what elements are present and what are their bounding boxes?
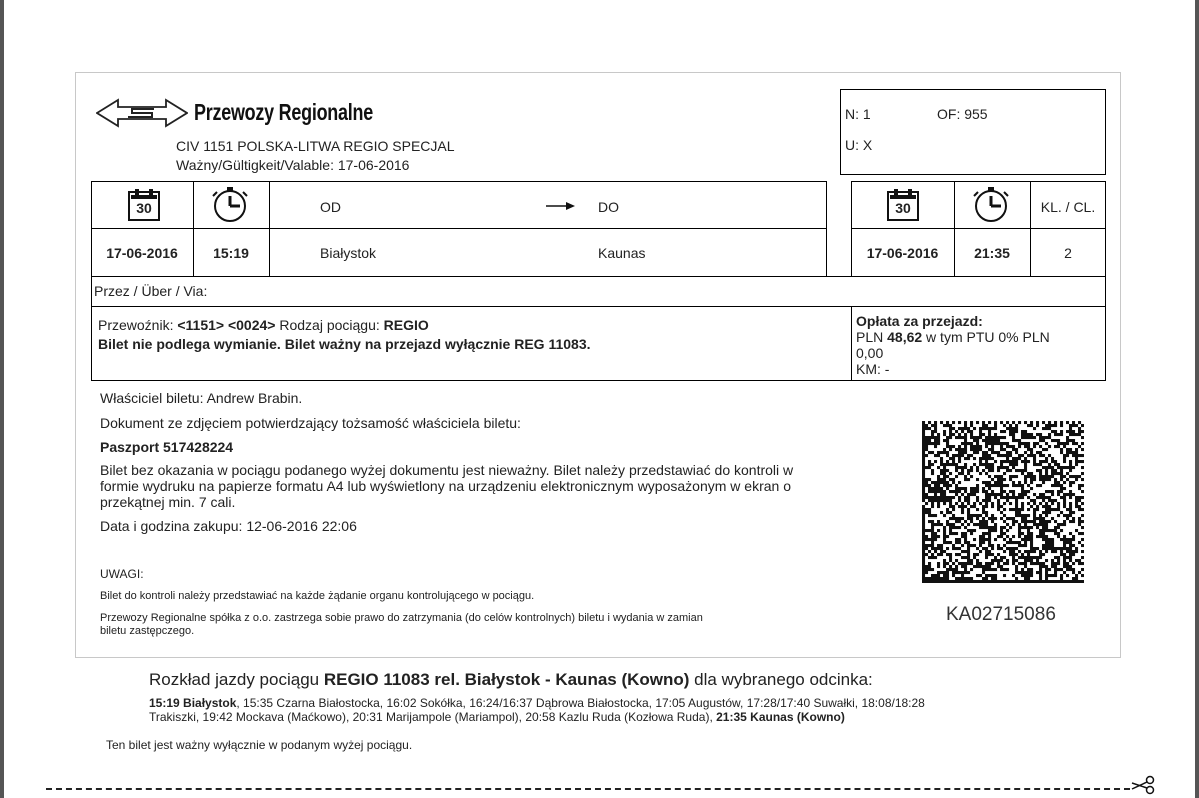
fare-amount-line: PLN 48,62 w tym PTU 0% PLN	[856, 329, 1050, 345]
calendar-day: 30	[136, 200, 152, 216]
exchange-note: Bilet nie podlega wymianie. Bilet ważny na przejazd wyłącznie REG 11083.	[98, 336, 591, 352]
remarks-heading: UWAGI:	[100, 567, 144, 581]
valid-date: Ważny/Gültigkeit/Valable: 17-06-2016	[176, 157, 410, 173]
departure-date: 17-06-2016	[106, 245, 178, 261]
arrival-time: 21:35	[974, 245, 1010, 261]
page-edge-right	[1195, 0, 1199, 798]
purchase-date: Data i godzina zakupu: 12-06-2016 22:06	[100, 518, 357, 534]
departure-time: 15:19	[213, 245, 249, 261]
clock-icon	[210, 186, 250, 224]
arrow-right-icon	[546, 200, 576, 212]
remark-2: Przewozy Regionalne spółka z o.o. zastrzega sobie prawo do zatrzymania (do celów kontrolnych) biletu i wydania w zamian	[100, 612, 703, 624]
via-row	[91, 276, 1106, 307]
timetable-title: Rozkład jazdy pociągu REGIO 11083 rel. Białystok - Kaunas (Kowno) dla wybranego odcinka:	[149, 670, 873, 689]
to-station: Kaunas	[598, 245, 646, 261]
n-field: N: 1	[845, 106, 871, 122]
offer-name: CIV 1151 POLSKA-LITWA REGIO SPECJAL	[176, 138, 455, 154]
clock-icon	[971, 186, 1011, 224]
ticket-number: KA02715086	[946, 604, 1056, 625]
via-label: Przez / Über / Via:	[94, 283, 208, 299]
arrival-date: 17-06-2016	[866, 245, 939, 261]
brand-name: Przewozy Regionalne	[194, 99, 373, 125]
of-field: OF: 955	[937, 106, 988, 122]
warning-line-2: formie wydruku na papierze formatu A4 lub wyświetlony na urządzeniu elektronicznym wyposażonym w ekran o	[100, 478, 791, 494]
calendar-day: 30	[895, 200, 911, 216]
ticket-owner: Właściciel biletu: Andrew Brabin.	[100, 390, 303, 406]
fare-tax-amount: 0,00	[856, 345, 884, 361]
remark-1: Bilet do kontroli należy przedstawiać na każde żądanie organu kontrolującego w pociągu.	[100, 590, 535, 602]
from-header: OD	[320, 199, 341, 215]
fare-km: KM: -	[856, 361, 890, 377]
ticket-info-box	[840, 89, 1106, 175]
u-field: U: X	[845, 137, 873, 153]
scissors-icon	[1130, 775, 1156, 795]
carrier-line: Przewoźnik: <1151> <0024> Rodzaj pociągu: REGIO	[98, 317, 429, 333]
fare-title: Opłata za przejazd:	[856, 313, 983, 329]
page-edge-left	[0, 0, 4, 798]
passport-number: Paszport 517428224	[100, 439, 234, 455]
from-station: Białystok	[320, 245, 377, 261]
to-header: DO	[598, 199, 619, 215]
remark-2-cont: biletu zastępczego.	[100, 625, 195, 637]
journey-divider	[91, 228, 827, 229]
timetable-stops-1: 15:19 Białystok, 15:35 Czarna Białostocka, 16:02 Sokółka, 16:24/16:37 Dąbrowa Białostocka, 17:05 Augustów, 17:28/17:40 Suwałki, 18:08/18:28	[149, 696, 925, 710]
journey-table	[91, 181, 827, 277]
class-value: 2	[1064, 245, 1072, 261]
barcode-2d	[922, 421, 1084, 583]
validity-footer: Ten bilet jest ważny wyłącznie w podanym wyżej pociągu.	[106, 738, 413, 752]
warning-line-1: Bilet bez okazania w pociągu podanego wyżej dokumentu jest nieważny. Bilet należy przedstawiać do kontroli w	[100, 462, 794, 478]
id-document-line: Dokument ze zdjęciem potwierdzający tożsamość właściciela biletu:	[100, 415, 521, 431]
timetable-stops-2: Trakiszki, 19:42 Mockava (Maćkowo), 20:31 Marijampole (Mariampol), 20:58 Kazlu Ruda (Kozłowa Ruda), 21:35 Kaunas (Kowno)	[149, 710, 845, 724]
warning-line-3: przekątnej min. 7 cali.	[100, 494, 236, 510]
class-header: KL. / CL.	[1040, 199, 1096, 215]
cut-line	[46, 788, 1130, 790]
logo-icon	[96, 98, 188, 128]
